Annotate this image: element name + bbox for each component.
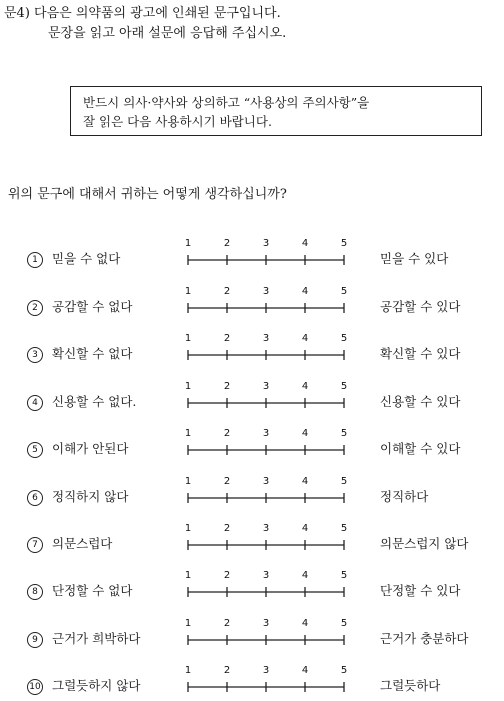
scale-point-label: 3 bbox=[262, 618, 270, 629]
scale-left-text: 단정할 수 없다 bbox=[52, 583, 133, 598]
scale-left-label bbox=[27, 297, 132, 316]
scale-left-text: 신용할 수 없다. bbox=[52, 394, 137, 409]
scale-item bbox=[0, 472, 504, 512]
scale-point-label: 1 bbox=[184, 618, 192, 629]
scale-left-text: 이해가 안된다 bbox=[52, 441, 129, 456]
scale-point-label: 3 bbox=[262, 286, 270, 297]
scale-point-label: 3 bbox=[262, 523, 270, 534]
scale-left-text: 믿을 수 없다 bbox=[52, 251, 121, 266]
scale-point-label: 2 bbox=[223, 618, 231, 629]
item-number-marker: 5 bbox=[27, 442, 43, 458]
notice-line-2: 잘 읽은 다음 사용하시기 바랍니다. bbox=[83, 114, 272, 129]
scale-point-label: 1 bbox=[184, 665, 192, 676]
survey-prompt: 위의 문구에 대해서 귀하는 어떻게 생각하십니까? bbox=[8, 187, 287, 202]
scale-left-text: 공감할 수 없다 bbox=[52, 299, 133, 314]
item-number-marker: 6 bbox=[27, 490, 43, 506]
item-number-marker: 2 bbox=[27, 300, 43, 316]
scale-point-label: 1 bbox=[184, 476, 192, 487]
scale-point-label: 5 bbox=[340, 333, 348, 344]
scale-point-label: 3 bbox=[262, 238, 270, 249]
scale-left-label bbox=[27, 344, 132, 363]
scale-right-label: 근거가 충분하다 bbox=[380, 631, 469, 646]
scale-point-label: 2 bbox=[223, 523, 231, 534]
scale-left-label bbox=[27, 534, 112, 553]
scale-point-label: 4 bbox=[301, 381, 309, 392]
scale-point-label: 1 bbox=[184, 428, 192, 439]
scale-point-label: 2 bbox=[223, 476, 231, 487]
scale-point-label: 2 bbox=[223, 333, 231, 344]
scale-point-label: 5 bbox=[340, 665, 348, 676]
scale-left-label bbox=[27, 487, 128, 506]
scale-item bbox=[0, 566, 504, 606]
notice-line-1: 반드시 의사·약사와 상의하고 “사용상의 주의사항”을 bbox=[83, 95, 370, 110]
scale-point-label: 3 bbox=[262, 476, 270, 487]
item-number-marker: 1 bbox=[27, 252, 43, 268]
scale-point-label: 5 bbox=[340, 428, 348, 439]
scale-point-label: 1 bbox=[184, 570, 192, 581]
scale-left-label bbox=[27, 629, 141, 648]
scale-right-label: 단정할 수 있다 bbox=[380, 583, 461, 598]
item-number-marker: 10 bbox=[27, 679, 43, 695]
scale-left-text: 그럴듯하지 않다 bbox=[52, 678, 141, 693]
scale-right-label: 그럴듯하다 bbox=[380, 678, 441, 693]
scale-item bbox=[0, 234, 504, 274]
scale-point-label: 4 bbox=[301, 428, 309, 439]
scale-item bbox=[0, 377, 504, 417]
scale-point-label: 4 bbox=[301, 286, 309, 297]
scale-item bbox=[0, 661, 504, 701]
scale-left-label bbox=[27, 392, 136, 411]
scale-right-label: 공감할 수 있다 bbox=[380, 299, 461, 314]
scale-point-label: 5 bbox=[340, 238, 348, 249]
scale-point-label: 1 bbox=[184, 333, 192, 344]
scale-item bbox=[0, 614, 504, 654]
scale-point-label: 4 bbox=[301, 618, 309, 629]
item-number-marker: 4 bbox=[27, 395, 43, 411]
scale-point-label: 3 bbox=[262, 333, 270, 344]
scale-point-label: 2 bbox=[223, 238, 231, 249]
scale-point-label: 3 bbox=[262, 665, 270, 676]
scale-point-label: 5 bbox=[340, 286, 348, 297]
scale-point-label: 2 bbox=[223, 381, 231, 392]
scale-left-text: 의문스럽다 bbox=[52, 536, 113, 551]
scale-right-label: 믿을 수 있다 bbox=[380, 251, 449, 266]
scale-point-label: 5 bbox=[340, 570, 348, 581]
item-number-marker: 8 bbox=[27, 584, 43, 600]
scale-point-label: 2 bbox=[223, 286, 231, 297]
scale-point-label: 3 bbox=[262, 570, 270, 581]
scale-left-text: 확신할 수 없다 bbox=[52, 346, 133, 361]
scale-point-label: 5 bbox=[340, 618, 348, 629]
scale-right-label: 신용할 수 있다 bbox=[380, 394, 461, 409]
scale-left-text: 근거가 희박하다 bbox=[52, 631, 141, 646]
scale-right-label: 확신할 수 있다 bbox=[380, 346, 461, 361]
scale-right-label: 의문스럽지 않다 bbox=[380, 536, 469, 551]
scale-item bbox=[0, 424, 504, 464]
scale-point-label: 4 bbox=[301, 476, 309, 487]
scale-point-label: 3 bbox=[262, 381, 270, 392]
scale-point-label: 2 bbox=[223, 570, 231, 581]
scale-item bbox=[0, 329, 504, 369]
scale-left-label bbox=[27, 581, 132, 600]
scale-point-label: 1 bbox=[184, 238, 192, 249]
scale-left-label bbox=[27, 439, 128, 458]
item-number-marker: 9 bbox=[27, 632, 43, 648]
scale-point-label: 4 bbox=[301, 238, 309, 249]
scale-point-label: 1 bbox=[184, 381, 192, 392]
scale-point-label: 1 bbox=[184, 523, 192, 534]
scale-point-label: 4 bbox=[301, 333, 309, 344]
scale-point-label: 4 bbox=[301, 570, 309, 581]
scale-point-label: 2 bbox=[223, 665, 231, 676]
scale-item bbox=[0, 519, 504, 559]
scale-right-label: 정직하다 bbox=[380, 489, 429, 504]
scale-left-label bbox=[27, 676, 141, 695]
scale-left-label bbox=[27, 249, 120, 268]
scale-right-label: 이해할 수 있다 bbox=[380, 441, 461, 456]
scale-point-label: 5 bbox=[340, 476, 348, 487]
scale-point-label: 5 bbox=[340, 523, 348, 534]
question-title: 문4) 다음은 의약품의 광고에 인쇄된 문구입니다. bbox=[4, 6, 281, 21]
question-instruction: 문장을 읽고 아래 설문에 응답해 주십시오. bbox=[48, 26, 287, 41]
scale-point-label: 4 bbox=[301, 523, 309, 534]
scale-point-label: 5 bbox=[340, 381, 348, 392]
item-number-marker: 7 bbox=[27, 537, 43, 553]
scale-left-text: 정직하지 않다 bbox=[52, 489, 129, 504]
scale-point-label: 2 bbox=[223, 428, 231, 439]
scale-point-label: 4 bbox=[301, 665, 309, 676]
scale-item bbox=[0, 282, 504, 322]
scale-point-label: 3 bbox=[262, 428, 270, 439]
scale-point-label: 1 bbox=[184, 286, 192, 297]
item-number-marker: 3 bbox=[27, 347, 43, 363]
